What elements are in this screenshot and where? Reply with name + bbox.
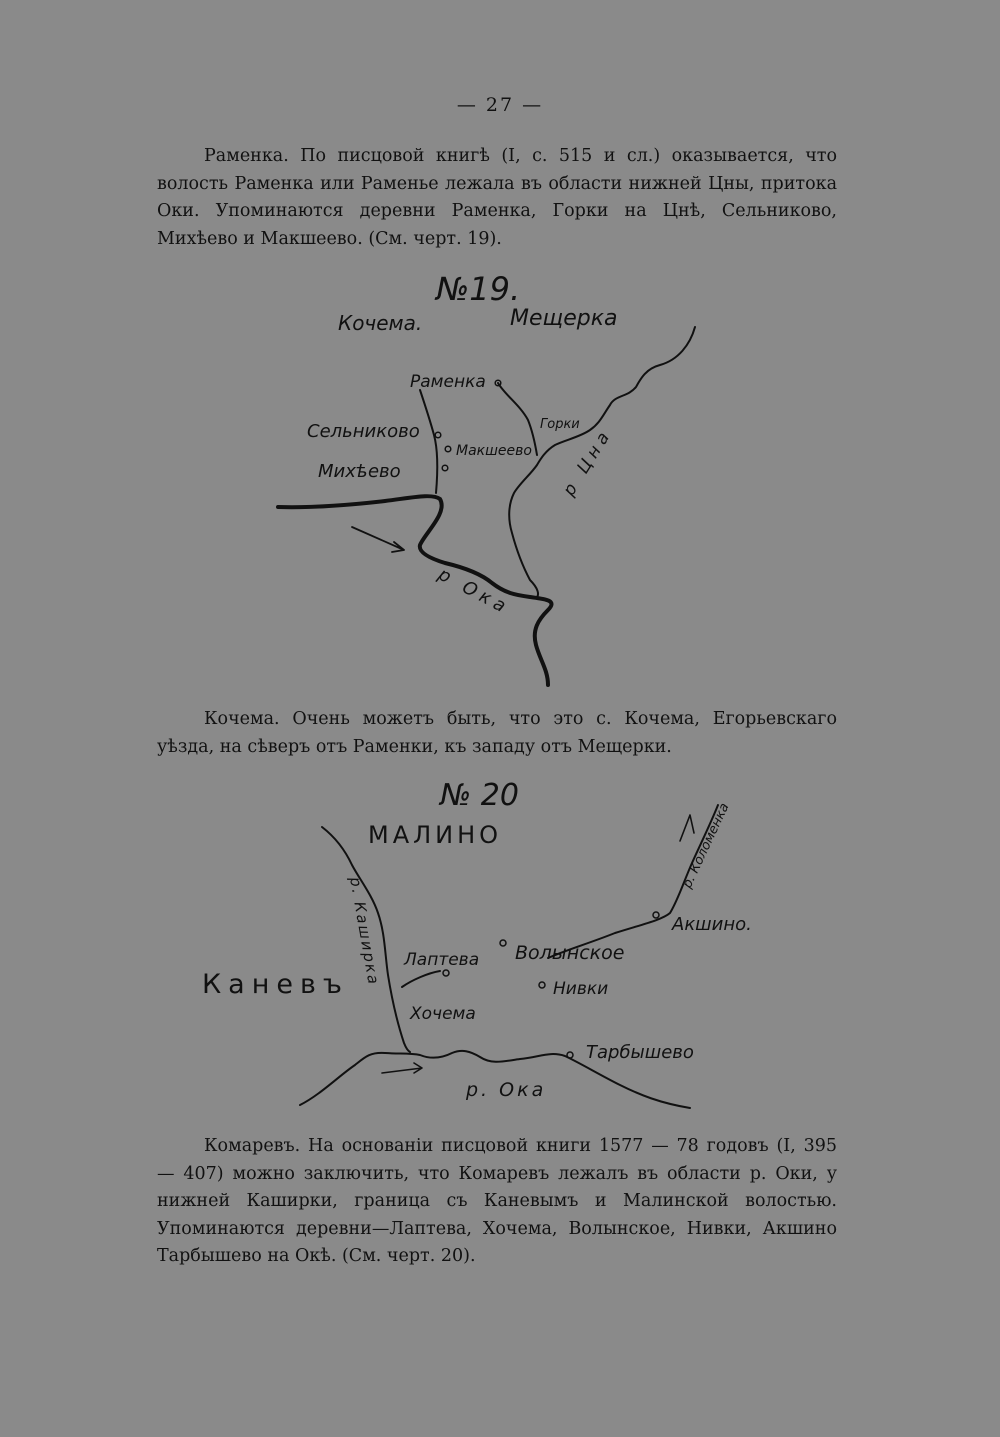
map-label-kashirka: р. Каширка [346,875,383,988]
paragraph-ramenka [157,143,837,253]
map-19-title: №19. [436,270,521,308]
map-label-akshino: Акшино. [672,914,752,935]
map-label-malino: МАЛИНО [368,821,503,849]
map-point-mikheevo [442,465,448,471]
map-label-selnikovo: Сельниково [307,421,420,442]
stream-selnikovo [420,390,437,493]
map-point-volynskoe [500,940,506,946]
paragraph-text: Комаревъ. На основанiи писцовой книги 1577 — 78 годовъ (I, 395 — 407) можно заключить, что Комаревъ лежалъ въ области р. Оки, у нижней Каширки, граница съ Каневымъ и Малинской волостью. Упоминаются деревни—Лаптева, Хочема, Волынское, Нивки, Акшино Тарбышево на Окѣ. (См. черт. 20). [157,1136,837,1266]
map-label-kolomenka: р. Коломенка [680,800,733,891]
map-point-akshino [653,912,659,918]
map-point-nivki [539,982,545,988]
paragraph-text: Раменка. По писцовой книгѣ (I, с. 515 и сл.) оказывается, что волость Раменка или Раменье лежала въ области нижней Цны, притока Оки. Упоминаются деревни Раменка, Горки на Цнѣ, Сельниково, Михѣево и Макшеево. (См. черт. 19). [157,146,837,249]
map-label-kochema: Кочема. [338,311,423,335]
stream-laptева [402,971,440,987]
map-label-ramenka: Раменка [410,372,486,392]
map-label-laptева: Лаптева [404,950,480,970]
map-label-oka: р Ока [434,563,514,620]
paragraph-kochema [157,706,837,761]
map-20 [0,775,1000,1115]
map-point-tarbyshevo [567,1052,573,1058]
map-label-mescherka: Мещерка [510,306,618,331]
map-label-gorki: Горки [540,417,580,432]
paragraph-text: Кочема. Очень можетъ быть, что это с. Кочема, Егорьевскаго уѣзда, на сѣверъ отъ Раменки, къ западу отъ Мещерки. [157,709,837,757]
map-point-selnikovo [435,432,441,438]
paragraph-komarev [157,1133,837,1271]
map-label-mikheevo: Михѣево [318,461,401,482]
map-label-khochema: Хочема [410,1004,476,1024]
flow-arrow-20 [382,1063,422,1073]
map-20-title: № 20 [440,778,519,813]
map-label-tsna: р Цна [559,424,617,500]
map-label-oka-20: р. Ока [466,1079,547,1101]
map-point-laptева [443,970,449,976]
map-label-nivki: Нивки [553,979,609,999]
page-number: — 27 — [456,94,544,116]
river-tsna [509,327,695,598]
map-point-maksheevo [445,446,451,452]
flow-arrow [352,527,404,552]
map-label-volynskoe: Волынское [515,942,625,964]
map-label-tarbyshevo: Тарбышево [586,1042,694,1063]
kolomenka-arrow [680,815,694,841]
map-label-kanev: Каневъ [202,969,349,1000]
map-label-maksheevo: Макшеево [456,443,532,459]
map-19 [0,265,1000,695]
